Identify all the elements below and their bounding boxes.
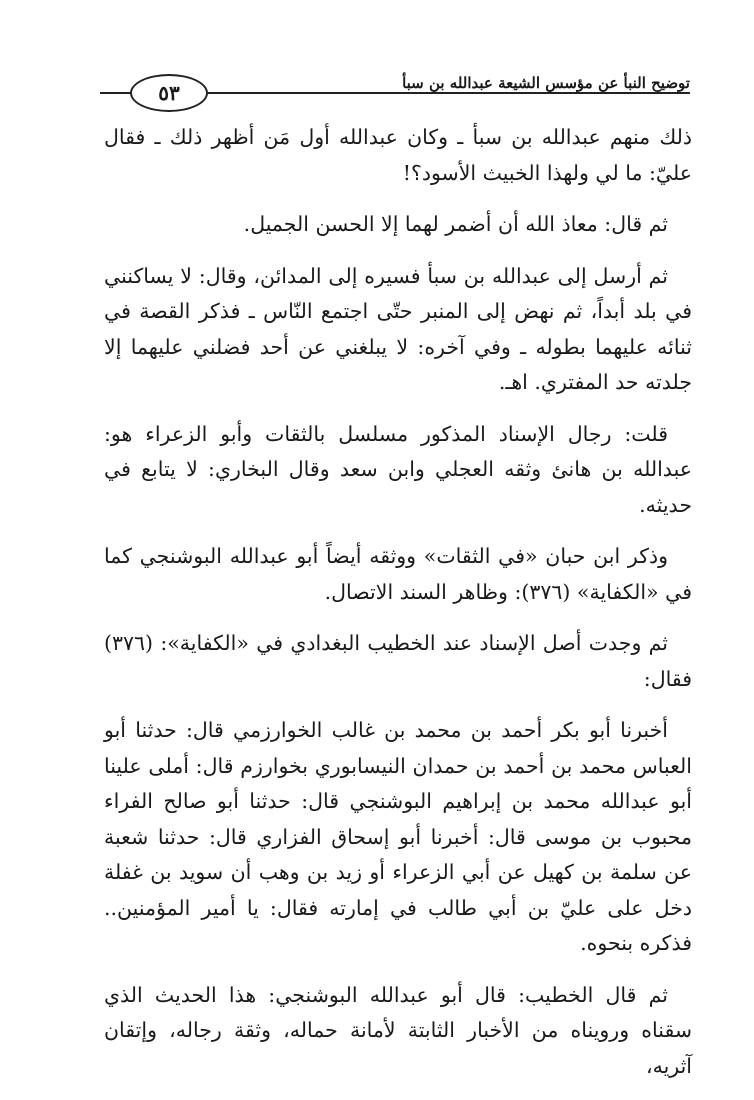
paragraph: أخبرنا أبو بكر أحمد بن محمد بن غالب الخوارزمي قال: حدثنا أبو العباس محمد بن أحمد بن حمدان النيسابوري بخوارزم قال: أملى علينا أبو عبدالله محمد بن إبراهيم البوشنجي قال: حدثنا أبو صالح الفراء محبوب بن موسى قال: أخبرنا أبو إسحاق الفزاري قال: حدثنا شعبة عن سلمة بن كهيل عن أبي الزعراء أو زيد بن وهب أن سويد بن غفلة دخل على عليّ بن أبي طالب في إمارته فقال: يا أمير المؤمنين.. فذكره بنحوه. [104, 718, 692, 955]
paragraph: ثم قال: معاذ الله أن أضمر لهما إلا الحسن الجميل. [243, 212, 668, 236]
paragraph: وذكر ابن حبان «في الثقات» ووثقه أيضاً أبو عبدالله البوشنجي كما في «الكفاية» (٣٧٦): وظاهر السند الاتصال. [104, 544, 692, 604]
running-title: توضيح النبأ عن مؤسس الشيعة عبدالله بن سبأ [392, 74, 690, 92]
paragraph: قلت: رجال الإسناد المذكور مسلسل بالثقات وأبو الزعراء هو: عبدالله بن هانئ وثقه العجلي وابن سعد وقال البخاري: لا يتابع في حديثه. [104, 421, 692, 517]
paragraph: ثم قال الخطيب: قال أبو عبدالله البوشنجي: هذا الحديث الذي سقناه ورويناه من الأخبار الثابتة لأمانة حماله، وثقة رجاله، وإتقان آثريه، [104, 982, 692, 1078]
paragraph: ثم أرسل إلى عبدالله بن سبأ فسيره إلى المدائن، وقال: لا يساكنني في بلد أبداً، ثم نهض إلى المنبر حتّى اجتمع النّاس ـ فذكر القصة في ثنائه عليهما بطوله ـ وفي آخره: لا يبلغني عن أحد فضلني عليهما إلا جلدته حد المفتري. اهـ. [104, 263, 692, 394]
page-body [104, 120, 692, 1100]
page-number: ٥٣ [130, 74, 208, 112]
page-header [100, 70, 690, 114]
paragraph: ثم وجدت أصل الإسناد عند الخطيب البغدادي في «الكفاية»: (٣٧٦) فقال: [104, 631, 692, 691]
paragraph: ذلك منهم عبدالله بن سبأ ـ وكان عبدالله أول مَن أظهر ذلك ـ فقال عليّ: ما لي ولهذا الخبيث الأسود؟! [104, 125, 692, 185]
